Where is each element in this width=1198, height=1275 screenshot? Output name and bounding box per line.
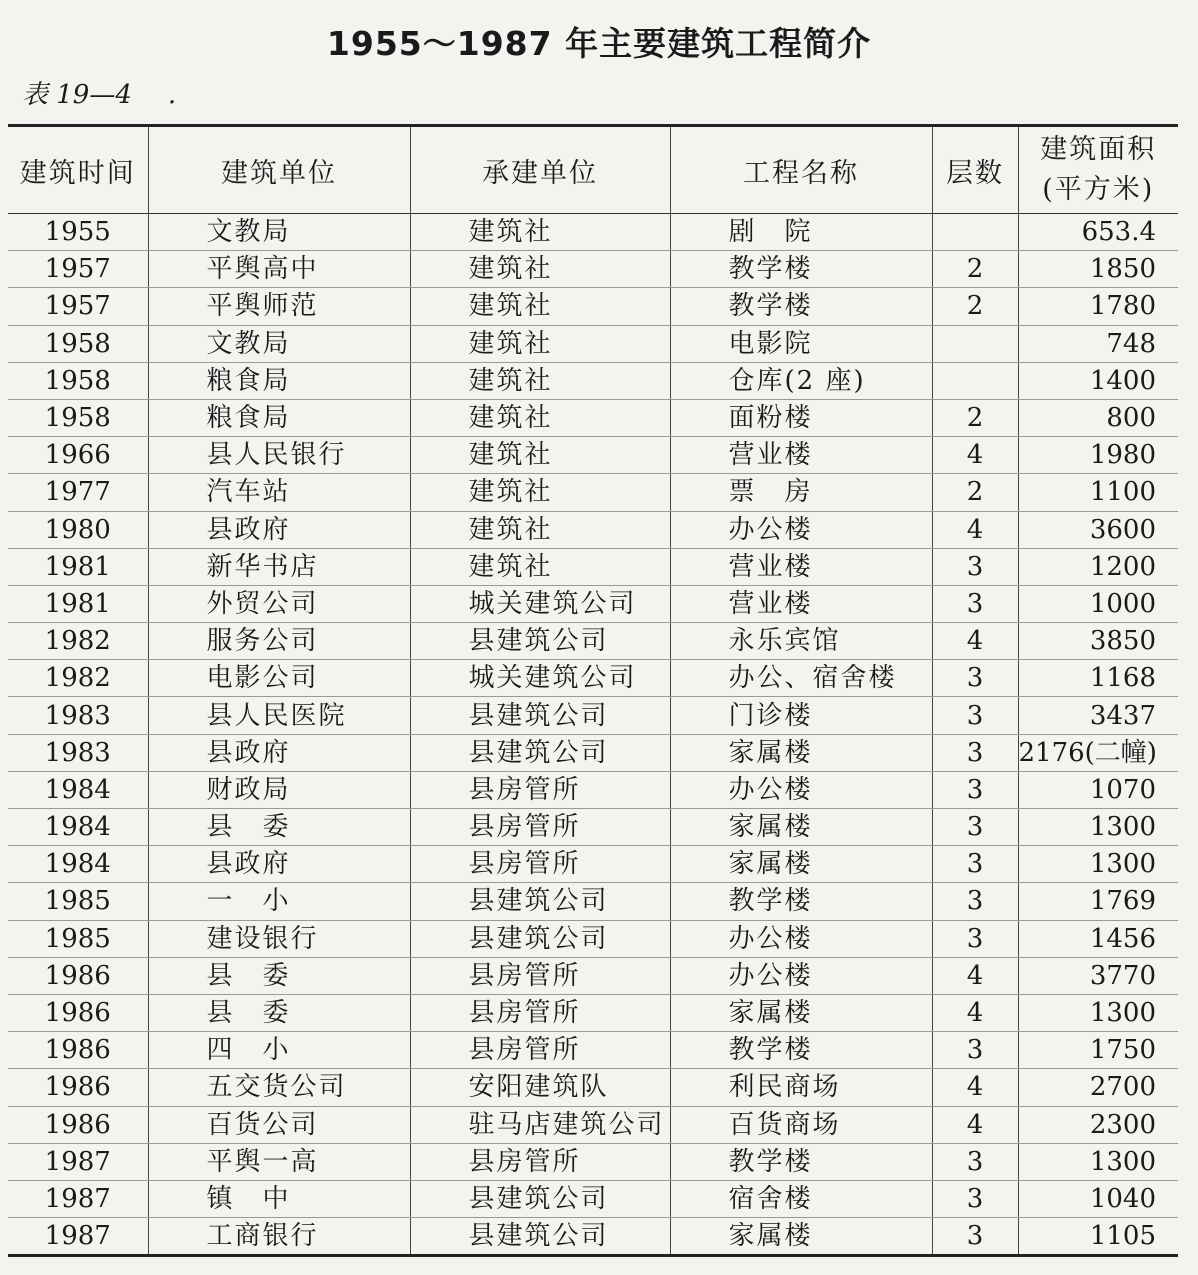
cell-builder: 城关建筑公司 bbox=[410, 660, 670, 697]
cell-floors: 4 bbox=[932, 957, 1018, 994]
table-row bbox=[8, 214, 1178, 251]
cell-project: 营业楼 bbox=[670, 585, 932, 622]
cell-floors: 4 bbox=[932, 1069, 1018, 1106]
cell-floors: 4 bbox=[932, 511, 1018, 548]
cell-unit: 县政府 bbox=[148, 846, 410, 883]
cell-builder: 县房管所 bbox=[410, 957, 670, 994]
cell-builder: 建筑社 bbox=[410, 511, 670, 548]
cell-unit: 五交货公司 bbox=[148, 1069, 410, 1106]
table-row bbox=[8, 1218, 1178, 1256]
buildings-table bbox=[8, 124, 1178, 1257]
cell-unit: 外贸公司 bbox=[148, 585, 410, 622]
cell-year: 1957 bbox=[8, 288, 148, 325]
cell-project: 宿舍楼 bbox=[670, 1180, 932, 1217]
cell-area: 3600 bbox=[1018, 511, 1178, 548]
cell-builder: 县房管所 bbox=[410, 846, 670, 883]
cell-project: 家属楼 bbox=[670, 1218, 932, 1256]
cell-unit: 工商银行 bbox=[148, 1218, 410, 1256]
table-row bbox=[8, 1069, 1178, 1106]
cell-floors bbox=[932, 325, 1018, 362]
cell-area: 1000 bbox=[1018, 585, 1178, 622]
cell-project: 仓库(2 座) bbox=[670, 362, 932, 399]
cell-builder: 县建筑公司 bbox=[410, 734, 670, 771]
cell-floors: 3 bbox=[932, 846, 1018, 883]
header-unit: 建筑单位 bbox=[148, 126, 410, 214]
table-row bbox=[8, 362, 1178, 399]
cell-unit: 四 小 bbox=[148, 1032, 410, 1069]
cell-builder: 建筑社 bbox=[410, 251, 670, 288]
cell-unit: 服务公司 bbox=[148, 623, 410, 660]
table-row bbox=[8, 399, 1178, 436]
table-row bbox=[8, 585, 1178, 622]
cell-floors: 3 bbox=[932, 585, 1018, 622]
cell-area: 1300 bbox=[1018, 846, 1178, 883]
cell-floors: 2 bbox=[932, 399, 1018, 436]
table-row bbox=[8, 957, 1178, 994]
table-row bbox=[8, 920, 1178, 957]
table-row bbox=[8, 288, 1178, 325]
header-builder: 承建单位 bbox=[410, 126, 670, 214]
cell-unit: 电影公司 bbox=[148, 660, 410, 697]
cell-year: 1986 bbox=[8, 957, 148, 994]
cell-builder: 县房管所 bbox=[410, 809, 670, 846]
cell-project: 剧 院 bbox=[670, 214, 932, 251]
cell-floors: 3 bbox=[932, 697, 1018, 734]
cell-floors bbox=[932, 362, 1018, 399]
cell-builder: 县房管所 bbox=[410, 1143, 670, 1180]
cell-project: 家属楼 bbox=[670, 994, 932, 1031]
table-row bbox=[8, 474, 1178, 511]
header-year: 建筑时间 bbox=[8, 126, 148, 214]
cell-year: 1982 bbox=[8, 623, 148, 660]
cell-floors: 4 bbox=[932, 437, 1018, 474]
cell-project: 教学楼 bbox=[670, 288, 932, 325]
cell-year: 1958 bbox=[8, 325, 148, 362]
cell-floors: 2 bbox=[932, 251, 1018, 288]
cell-year: 1986 bbox=[8, 1106, 148, 1143]
cell-builder: 县房管所 bbox=[410, 771, 670, 808]
cell-area: 1780 bbox=[1018, 288, 1178, 325]
cell-project: 百货商场 bbox=[670, 1106, 932, 1143]
cell-area: 2176(二幢) bbox=[1018, 734, 1178, 771]
cell-floors: 3 bbox=[932, 1180, 1018, 1217]
cell-unit: 文教局 bbox=[148, 325, 410, 362]
table-row bbox=[8, 1143, 1178, 1180]
cell-project: 教学楼 bbox=[670, 1032, 932, 1069]
cell-area: 3850 bbox=[1018, 623, 1178, 660]
table-row bbox=[8, 883, 1178, 920]
cell-project: 家属楼 bbox=[670, 809, 932, 846]
cell-floors: 2 bbox=[932, 474, 1018, 511]
cell-unit: 新华书店 bbox=[148, 548, 410, 585]
cell-unit: 县 委 bbox=[148, 957, 410, 994]
cell-builder: 建筑社 bbox=[410, 399, 670, 436]
cell-builder: 县建筑公司 bbox=[410, 623, 670, 660]
table-number-dot: . bbox=[167, 80, 177, 110]
cell-year: 1983 bbox=[8, 697, 148, 734]
cell-unit: 县政府 bbox=[148, 734, 410, 771]
cell-floors: 4 bbox=[932, 994, 1018, 1031]
cell-area: 1456 bbox=[1018, 920, 1178, 957]
cell-year: 1985 bbox=[8, 883, 148, 920]
cell-area: 1400 bbox=[1018, 362, 1178, 399]
cell-unit: 一 小 bbox=[148, 883, 410, 920]
cell-area: 1980 bbox=[1018, 437, 1178, 474]
cell-year: 1981 bbox=[8, 548, 148, 585]
cell-unit: 县政府 bbox=[148, 511, 410, 548]
cell-project: 门诊楼 bbox=[670, 697, 932, 734]
cell-area: 1850 bbox=[1018, 251, 1178, 288]
cell-project: 面粉楼 bbox=[670, 399, 932, 436]
table-row bbox=[8, 846, 1178, 883]
cell-unit: 文教局 bbox=[148, 214, 410, 251]
cell-year: 1986 bbox=[8, 994, 148, 1031]
cell-area: 1040 bbox=[1018, 1180, 1178, 1217]
cell-year: 1955 bbox=[8, 214, 148, 251]
cell-builder: 县建筑公司 bbox=[410, 883, 670, 920]
cell-area: 3770 bbox=[1018, 957, 1178, 994]
table-number-text: 表 19—4 bbox=[22, 80, 132, 110]
cell-unit: 财政局 bbox=[148, 771, 410, 808]
cell-floors bbox=[932, 214, 1018, 251]
cell-floors: 3 bbox=[932, 1143, 1018, 1180]
table-row bbox=[8, 734, 1178, 771]
cell-unit: 建设银行 bbox=[148, 920, 410, 957]
header-project: 工程名称 bbox=[670, 126, 932, 214]
table-row bbox=[8, 771, 1178, 808]
cell-project: 教学楼 bbox=[670, 883, 932, 920]
cell-area: 3437 bbox=[1018, 697, 1178, 734]
cell-area: 1300 bbox=[1018, 1143, 1178, 1180]
cell-area: 748 bbox=[1018, 325, 1178, 362]
cell-builder: 建筑社 bbox=[410, 362, 670, 399]
table-row bbox=[8, 548, 1178, 585]
cell-builder: 县建筑公司 bbox=[410, 920, 670, 957]
cell-floors: 2 bbox=[932, 288, 1018, 325]
header-floors: 层数 bbox=[932, 126, 1018, 214]
cell-year: 1980 bbox=[8, 511, 148, 548]
cell-floors: 3 bbox=[932, 920, 1018, 957]
cell-project: 教学楼 bbox=[670, 1143, 932, 1180]
header-row bbox=[8, 126, 1178, 214]
cell-builder: 城关建筑公司 bbox=[410, 585, 670, 622]
cell-floors: 3 bbox=[932, 1032, 1018, 1069]
cell-year: 1987 bbox=[44, 1221, 111, 1252]
cell-area: 1750 bbox=[1018, 1032, 1178, 1069]
cell-builder: 建筑社 bbox=[410, 548, 670, 585]
cell-project: 家属楼 bbox=[670, 734, 932, 771]
cell-year: 1985 bbox=[8, 920, 148, 957]
cell-builder: 建筑社 bbox=[410, 288, 670, 325]
table-row bbox=[8, 809, 1178, 846]
cell-builder: 驻马店建筑公司 bbox=[410, 1106, 670, 1143]
cell-year: 1987 bbox=[8, 1180, 148, 1217]
header-area-line1: 建筑面积 bbox=[1040, 134, 1157, 165]
cell-builder: 县建筑公司 bbox=[410, 1180, 670, 1217]
cell-unit: 汽车站 bbox=[148, 474, 410, 511]
table-row bbox=[8, 697, 1178, 734]
cell-builder: 建筑社 bbox=[410, 214, 670, 251]
table-row bbox=[8, 994, 1178, 1031]
cell-area: 2300 bbox=[1018, 1106, 1178, 1143]
cell-unit: 粮食局 bbox=[148, 399, 410, 436]
cell-builder: 县建筑公司 bbox=[410, 1218, 670, 1256]
table-row bbox=[8, 1180, 1178, 1217]
cell-year: 1958 bbox=[8, 399, 148, 436]
cell-area: 1300 bbox=[1018, 994, 1178, 1031]
table-body bbox=[8, 214, 1178, 1256]
cell-year: 1983 bbox=[8, 734, 148, 771]
cell-project: 营业楼 bbox=[670, 437, 932, 474]
cell-builder: 建筑社 bbox=[410, 437, 670, 474]
cell-area: 2700 bbox=[1018, 1069, 1178, 1106]
cell-year: 1977 bbox=[8, 474, 148, 511]
cell-floors: 3 bbox=[932, 734, 1018, 771]
page-title: 1955～1987 年主要建筑工程简介 bbox=[326, 24, 872, 63]
cell-unit: 县人民医院 bbox=[148, 697, 410, 734]
cell-year: 1982 bbox=[8, 660, 148, 697]
cell-unit: 县 委 bbox=[148, 809, 410, 846]
cell-unit: 平舆一高 bbox=[148, 1143, 410, 1180]
cell-project: 票 房 bbox=[670, 474, 932, 511]
cell-unit: 县 委 bbox=[148, 994, 410, 1031]
cell-year: 1986 bbox=[8, 1032, 148, 1069]
cell-year: 1966 bbox=[8, 437, 148, 474]
table-row bbox=[8, 511, 1178, 548]
cell-year: 1957 bbox=[8, 251, 148, 288]
cell-floors: 3 bbox=[932, 809, 1018, 846]
cell-unit: 百货公司 bbox=[148, 1106, 410, 1143]
cell-floors: 3 bbox=[932, 660, 1018, 697]
table-row bbox=[8, 1032, 1178, 1069]
cell-project: 办公楼 bbox=[670, 957, 932, 994]
cell-floors: 4 bbox=[932, 1106, 1018, 1143]
cell-builder: 县房管所 bbox=[410, 994, 670, 1031]
cell-project: 电影院 bbox=[670, 325, 932, 362]
header-area bbox=[1018, 126, 1178, 214]
cell-floors: 4 bbox=[932, 623, 1018, 660]
cell-floors: 3 bbox=[932, 771, 1018, 808]
cell-project: 办公楼 bbox=[670, 920, 932, 957]
cell-project: 家属楼 bbox=[670, 846, 932, 883]
cell-year: 1984 bbox=[8, 809, 148, 846]
cell-year: 1981 bbox=[8, 585, 148, 622]
cell-year: 1958 bbox=[8, 362, 148, 399]
table-number bbox=[22, 74, 176, 111]
cell-project: 利民商场 bbox=[670, 1069, 932, 1106]
cell-year: 1984 bbox=[8, 771, 148, 808]
table-row bbox=[8, 623, 1178, 660]
cell-unit: 粮食局 bbox=[148, 362, 410, 399]
cell-unit: 平舆师范 bbox=[148, 288, 410, 325]
cell-builder: 县建筑公司 bbox=[410, 697, 670, 734]
cell-builder: 建筑社 bbox=[410, 474, 670, 511]
table-row bbox=[8, 1106, 1178, 1143]
cell-area: 1300 bbox=[1018, 809, 1178, 846]
cell-area: 800 bbox=[1018, 399, 1178, 436]
cell-project: 营业楼 bbox=[670, 548, 932, 585]
cell-project: 永乐宾馆 bbox=[670, 623, 932, 660]
header-area-line2: (平方米) bbox=[1042, 174, 1155, 205]
cell-area: 1769 bbox=[1018, 883, 1178, 920]
cell-unit: 县人民银行 bbox=[148, 437, 410, 474]
cell-floors: 3 bbox=[932, 883, 1018, 920]
cell-builder: 安阳建筑队 bbox=[410, 1069, 670, 1106]
cell-unit: 镇 中 bbox=[148, 1180, 410, 1217]
cell-area: 1168 bbox=[1018, 660, 1178, 697]
cell-project: 办公楼 bbox=[670, 511, 932, 548]
cell-area: 1105 bbox=[1018, 1218, 1178, 1256]
cell-builder: 县房管所 bbox=[410, 1032, 670, 1069]
cell-area: 1070 bbox=[1018, 771, 1178, 808]
cell-project: 教学楼 bbox=[670, 251, 932, 288]
table-row bbox=[8, 251, 1178, 288]
cell-area: 653.4 bbox=[1018, 214, 1178, 251]
cell-unit: 平舆高中 bbox=[148, 251, 410, 288]
table-row bbox=[8, 660, 1178, 697]
cell-builder: 建筑社 bbox=[410, 325, 670, 362]
cell-year: 1986 bbox=[8, 1069, 148, 1106]
cell-year: 1987 bbox=[8, 1143, 148, 1180]
cell-project: 办公、宿舍楼 bbox=[670, 660, 932, 697]
table-row bbox=[8, 437, 1178, 474]
cell-floors: 3 bbox=[932, 1218, 1018, 1256]
cell-floors: 3 bbox=[932, 548, 1018, 585]
cell-area: 1100 bbox=[1018, 474, 1178, 511]
cell-area: 1200 bbox=[1018, 548, 1178, 585]
table-row bbox=[8, 325, 1178, 362]
cell-project: 办公楼 bbox=[670, 771, 932, 808]
cell-year: 1984 bbox=[8, 846, 148, 883]
